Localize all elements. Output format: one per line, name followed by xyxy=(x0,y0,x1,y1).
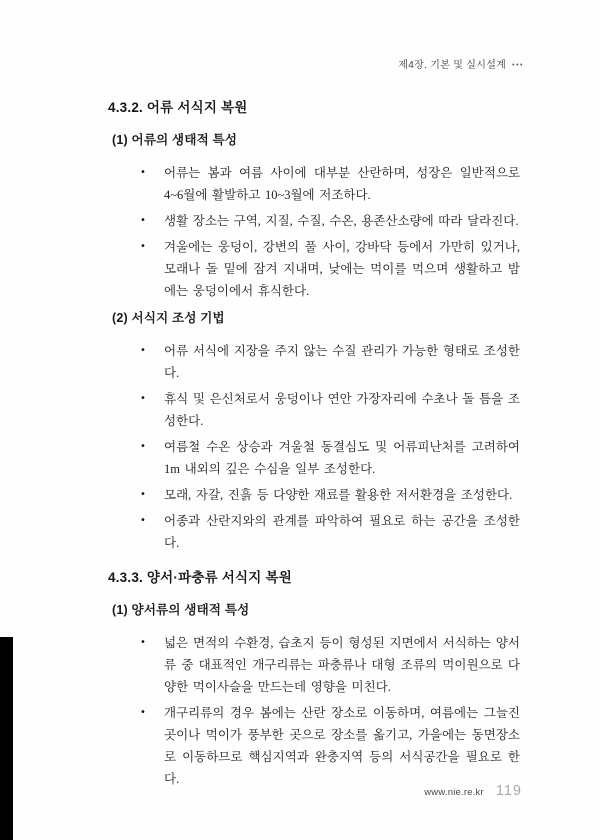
list-item xyxy=(138,484,520,506)
bullet-dot-icon: • xyxy=(140,167,146,178)
bullet-list-fish-traits xyxy=(108,162,520,302)
bullet-list-amphibian-traits xyxy=(108,632,520,790)
footer-url: www.nie.re.kr xyxy=(424,787,484,798)
list-item xyxy=(138,510,520,554)
bullet-text: 개구리류의 경우 봄에는 산란 장소로 이동하며, 여름에는 그늘진 곳이나 먹이가 풍부한 곳으로 장소를 옮기고, 가을에는 동면장소로 이동하므로 핵심지역과 완충지역 등의 서식공간을 필요로 한다. xyxy=(164,706,520,786)
page-number: 119 xyxy=(495,783,522,799)
list-item xyxy=(138,236,520,302)
subsection-title-fish-traits: (1) 어류의 생태적 특성 xyxy=(112,133,238,147)
bullet-dot-icon: • xyxy=(140,345,146,356)
page-footer xyxy=(424,782,522,800)
chapter-label: 제4장. 기본 및 실시설계 xyxy=(398,60,507,71)
list-item xyxy=(138,632,520,698)
bullet-dot-icon: • xyxy=(140,637,146,648)
subsection-title-habitat-techniques: (2) 서식지 조성 기법 xyxy=(112,311,225,325)
bullet-text: 어종과 산란지와의 관계를 파악하여 필요로 하는 공간을 조성한다. xyxy=(164,514,520,550)
list-item xyxy=(138,210,520,232)
bullet-dot-icon: • xyxy=(140,441,146,452)
bullet-text: 겨울에는 웅덩이, 강변의 풀 사이, 강바닥 등에서 가만히 있거나, 모래나 돌 밑에 잠겨 지내며, 낮에는 먹이를 먹으며 생활하고 밤에는 웅덩이에서 휴식한다. xyxy=(164,240,520,298)
bullet-dot-icon: • xyxy=(140,393,146,404)
list-item xyxy=(138,436,520,480)
list-item xyxy=(138,340,520,384)
scan-artifact-bar xyxy=(0,637,13,840)
section-fish-habitat xyxy=(108,100,520,554)
header-dots-icon: ••• xyxy=(512,62,524,69)
bullet-text: 휴식 및 은신처로서 웅덩이나 연안 가장자리에 수초나 돌 틈을 조성한다. xyxy=(164,392,520,428)
bullet-text: 어류 서식에 지장을 주지 않는 수질 관리가 가능한 형태로 조성한다. xyxy=(164,344,520,380)
bullet-dot-icon: • xyxy=(140,707,146,718)
list-item xyxy=(138,702,520,790)
list-item xyxy=(138,162,520,206)
bullet-text: 어류는 봄과 여름 사이에 대부분 산란하며, 성장은 일반적으로 4~6월에 활발하고 10~3월에 저조하다. xyxy=(164,166,520,202)
bullet-dot-icon: • xyxy=(140,241,146,252)
bullet-text: 여름철 수온 상승과 겨울철 동결심도 및 어류피난처를 고려하여 1m 내외의 깊은 수심을 일부 조성한다. xyxy=(164,440,520,476)
bullet-text: 모래, 자갈, 진흙 등 다양한 재료를 활용한 저서환경을 조성한다. xyxy=(164,488,513,502)
bullet-list-habitat-techniques xyxy=(108,340,520,554)
section-title-fish-habitat: 4.3.2. 어류 서식지 복원 xyxy=(108,100,248,115)
bullet-dot-icon: • xyxy=(140,489,146,500)
bullet-text: 넓은 면적의 수환경, 습초지 등이 형성된 지면에서 서식하는 양서류 중 대표적인 개구리류는 파충류나 대형 조류의 먹이원으로 다양한 먹이사슬을 만드는데 영향을 미친다. xyxy=(164,636,520,694)
section-amphibian-habitat xyxy=(108,570,520,790)
page-header xyxy=(0,56,524,71)
subsection-title-amphibian-traits: (1) 양서류의 생태적 특성 xyxy=(112,603,250,617)
list-item xyxy=(138,388,520,432)
bullet-dot-icon: • xyxy=(140,515,146,526)
bullet-text: 생활 장소는 구역, 지질, 수질, 수온, 용존산소량에 따라 달라진다. xyxy=(164,214,519,228)
section-title-amphibian-habitat: 4.3.3. 양서·파충류 서식지 복원 xyxy=(108,570,292,585)
bullet-dot-icon: • xyxy=(140,215,146,226)
